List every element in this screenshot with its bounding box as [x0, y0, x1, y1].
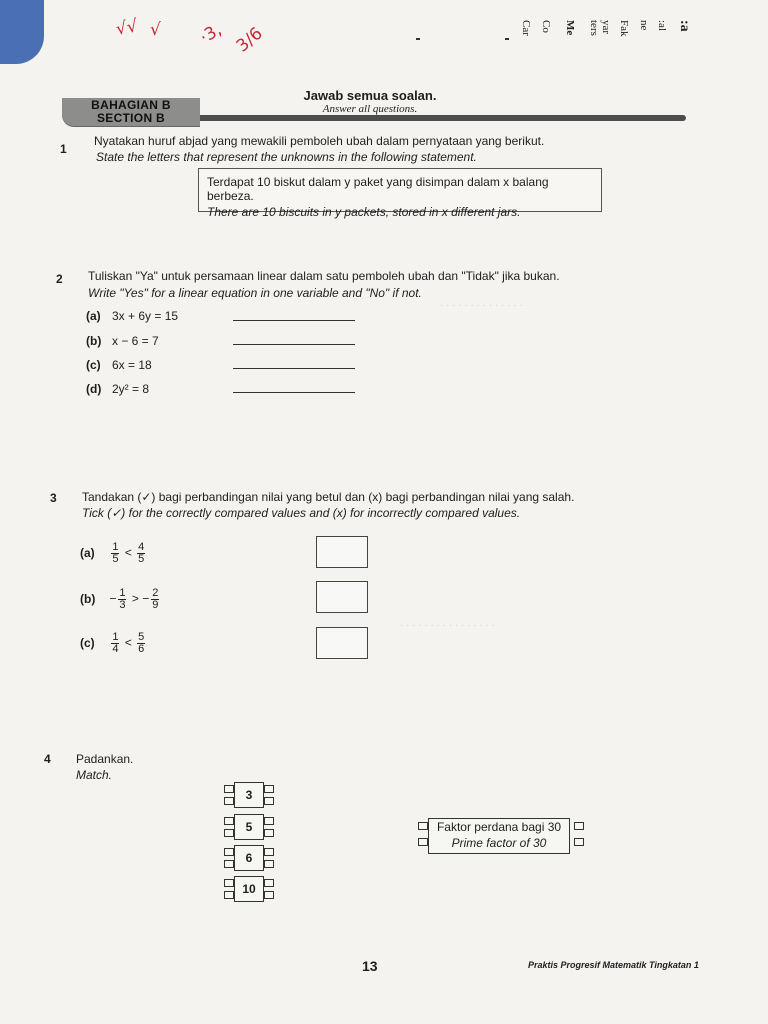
- section-label-en: SECTION B: [96, 111, 166, 125]
- q2-part-d-expr: 2y² = 8: [112, 382, 150, 396]
- q3-a-rhs-num: 4: [138, 541, 145, 553]
- q2-part-a-label: (a): [86, 309, 101, 323]
- q3-c-lhs-den: 4: [112, 643, 119, 655]
- q2-part-a-expr: 3x + 6y = 15: [112, 309, 179, 323]
- match-piece-6[interactable]: [224, 845, 276, 871]
- match-piece-10[interactable]: [224, 876, 276, 902]
- q3-b-rhs-fraction: [151, 588, 159, 611]
- q2-answer-line-d[interactable]: [233, 392, 355, 393]
- match-piece-value: 10: [234, 876, 264, 902]
- book-title: Praktis Progresif Matematik Tingkatan 1: [528, 960, 699, 970]
- margin-text-7: ne: [638, 20, 650, 31]
- puzzle-peg: [418, 838, 428, 846]
- instruction-ms: Jawab semua soalan.: [303, 88, 437, 103]
- puzzle-peg: [418, 822, 428, 830]
- q3-a-operator: <: [124, 545, 132, 560]
- q2-answer-line-c[interactable]: [233, 368, 355, 369]
- margin-text-1: Car: [520, 20, 532, 36]
- speck: [505, 38, 509, 40]
- match-target-box[interactable]: [428, 818, 570, 854]
- target-ms: Faktor perdana bagi 30: [436, 820, 562, 834]
- q3-text-en: Tick (✓) for the correctly compared values and (x) for incorrectly compared values.: [82, 506, 521, 520]
- match-piece-value: 5: [234, 814, 264, 840]
- puzzle-peg: [224, 797, 234, 805]
- q2-part-a: [86, 309, 178, 323]
- q3-part-b-label: (b): [80, 591, 96, 606]
- q3-answer-box-a[interactable]: [316, 536, 368, 568]
- instruction-en: Answer all questions.: [322, 103, 418, 115]
- q1-number: 1: [60, 142, 67, 156]
- q2-part-c: [86, 358, 152, 372]
- section-label: [62, 98, 200, 126]
- q2-part-b-label: (b): [86, 334, 102, 348]
- q3-c-rhs-num: 5: [138, 631, 145, 643]
- q2-part-b-expr: x − 6 = 7: [112, 334, 159, 348]
- q1-text-ms: Nyatakan huruf abjad yang mewakili pemboleh ubah dalam pernyataan yang berikut.: [94, 134, 545, 148]
- q2-text-ms: Tuliskan "Ya" untuk persamaan linear dalam satu pemboleh ubah dan "Tidak" jika bukan.: [88, 269, 560, 283]
- q3-answer-box-c[interactable]: [316, 627, 368, 659]
- puzzle-peg: [264, 797, 274, 805]
- puzzle-peg: [264, 891, 274, 899]
- q2-number: 2: [56, 272, 63, 286]
- match-piece-value: 3: [234, 782, 264, 808]
- q3-b-rhs-num: 2: [152, 587, 159, 599]
- puzzle-peg: [264, 848, 274, 856]
- q3-b-lhs-num: 1: [119, 587, 126, 599]
- q3-part-a-label: (a): [80, 545, 95, 560]
- q3-c-rhs-den: 6: [138, 643, 145, 655]
- q3-a-rhs-den: 5: [138, 553, 145, 565]
- puzzle-peg: [264, 879, 274, 887]
- section-rule: [196, 115, 686, 121]
- q3-answer-box-b[interactable]: [316, 581, 368, 613]
- puzzle-peg: [264, 829, 274, 837]
- speck: [416, 38, 420, 40]
- bleed-text: · · · · · · · · · · · · · · · ·: [400, 620, 495, 631]
- puzzle-peg: [264, 817, 274, 825]
- puzzle-peg: [574, 822, 584, 830]
- q3-b-lhs-sign: −: [109, 591, 117, 606]
- q2-part-d-label: (d): [86, 382, 102, 396]
- margin-text-5: yar: [600, 20, 612, 35]
- q4-text-ms: Padankan.: [76, 752, 134, 766]
- section-instruction: [240, 88, 500, 115]
- bleed-text: · · · · · · · · · · · · · ·: [440, 300, 523, 311]
- handwritten-mark-2: √: [150, 20, 161, 40]
- q1-statement-box: [198, 168, 602, 219]
- q3-part-a: [80, 542, 147, 565]
- q3-c-operator: <: [124, 635, 132, 650]
- margin-text-2: Co: [540, 20, 552, 33]
- match-piece-value: 6: [234, 845, 264, 871]
- q3-a-lhs-fraction: [111, 542, 119, 565]
- q3-a-lhs-num: 1: [112, 541, 119, 553]
- q3-number: 3: [50, 491, 57, 505]
- q3-part-b: [80, 588, 161, 611]
- handwritten-mark-4: 3/6: [232, 23, 267, 57]
- q2-part-d: [86, 382, 149, 396]
- q2-part-c-expr: 6x = 18: [112, 358, 152, 372]
- margin-text-9: :a: [677, 20, 692, 32]
- q3-part-c: [80, 632, 147, 655]
- puzzle-peg: [264, 860, 274, 868]
- binder-tab: [0, 0, 44, 64]
- page-number: 13: [362, 958, 378, 974]
- puzzle-peg: [224, 848, 234, 856]
- handwritten-mark-3: ·3,: [196, 19, 226, 49]
- q3-text-ms: Tandakan (✓) bagi perbandingan nilai yang betul dan (x) bagi perbandingan nilai yang salah.: [82, 490, 575, 504]
- puzzle-peg: [224, 891, 234, 899]
- q3-b-rhs-den: 9: [152, 599, 159, 611]
- q3-c-lhs-fraction: [111, 632, 119, 655]
- q1-statement-en: There are 10 biscuits in y packets, stored in x different jars.: [207, 205, 521, 219]
- q2-answer-line-b[interactable]: [233, 344, 355, 345]
- q1-text-en: State the letters that represent the unknowns in the following statement.: [96, 150, 477, 164]
- puzzle-peg: [224, 785, 234, 793]
- q2-part-c-label: (c): [86, 358, 101, 372]
- match-piece-3[interactable]: [224, 782, 276, 808]
- q1-statement-ms: Terdapat 10 biskut dalam y paket yang disimpan dalam x balang berbeza.: [207, 175, 549, 203]
- q3-part-c-label: (c): [80, 635, 95, 650]
- q3-a-rhs-fraction: [137, 542, 145, 565]
- q3-c-lhs-num: 1: [112, 631, 119, 643]
- puzzle-peg: [224, 829, 234, 837]
- q3-b-lhs-fraction: [118, 588, 126, 611]
- puzzle-peg: [574, 838, 584, 846]
- handwritten-mark-1: √√: [114, 16, 140, 40]
- margin-text-4: ters: [588, 20, 600, 36]
- puzzle-peg: [224, 817, 234, 825]
- target-en: Prime factor of 30: [451, 836, 547, 850]
- q2-answer-line-a[interactable]: [233, 320, 355, 321]
- puzzle-peg: [224, 879, 234, 887]
- puzzle-peg: [264, 785, 274, 793]
- q4-text-en: Match.: [76, 768, 113, 782]
- match-piece-5[interactable]: [224, 814, 276, 840]
- puzzle-peg: [224, 860, 234, 868]
- margin-text-6: Fak: [618, 20, 630, 37]
- q4-number: 4: [44, 752, 51, 766]
- q2-text-en: Write "Yes" for a linear equation in one variable and "No" if not.: [88, 286, 422, 300]
- q3-c-rhs-fraction: [137, 632, 145, 655]
- section-label-ms: BAHAGIAN B: [91, 98, 171, 112]
- q3-b-rhs-sign: −: [142, 591, 150, 606]
- q2-part-b: [86, 334, 159, 348]
- margin-text-8: :al: [656, 20, 668, 31]
- q3-b-operator: >: [131, 591, 139, 606]
- q3-b-lhs-den: 3: [119, 599, 126, 611]
- q3-a-lhs-den: 5: [112, 553, 119, 565]
- margin-text-3: Me: [564, 20, 576, 36]
